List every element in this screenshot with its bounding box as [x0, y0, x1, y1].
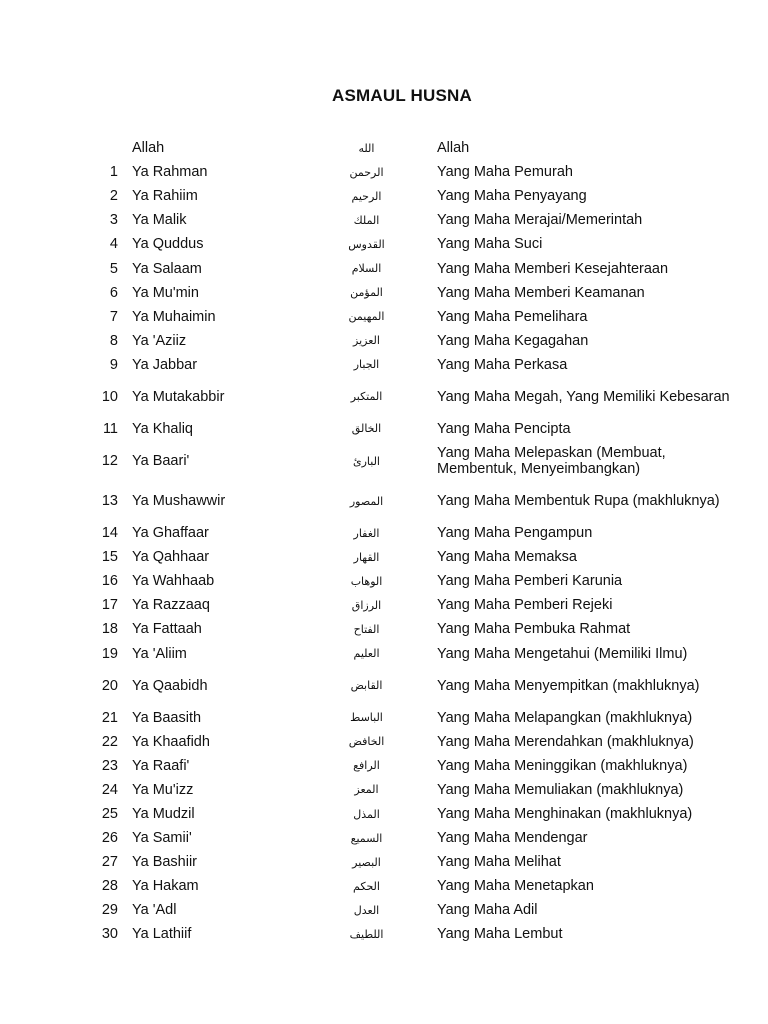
row-name: Allah — [132, 140, 165, 157]
row-name: Ya Mudzil — [132, 806, 195, 823]
row-name: Ya Quddus — [132, 236, 204, 253]
row-meaning: Yang Maha Pemurah — [437, 164, 573, 181]
row-meaning: Yang Maha Merajai/Memerintah — [437, 212, 643, 229]
row-meaning: Yang Maha Memberi Kesejahteraan — [437, 260, 669, 277]
row-number: 1 — [109, 164, 118, 181]
table-row — [90, 329, 737, 353]
table-row — [90, 160, 737, 184]
row-meaning: Yang Maha Membentuk Rupa (makhluknya) — [437, 493, 720, 510]
row-meaning: Yang Maha Megah, Yang Memiliki Kebesaran — [437, 388, 730, 405]
table-row — [90, 706, 737, 730]
row-name: Ya Bashiir — [132, 854, 198, 871]
row-arabic: السلام — [351, 262, 382, 276]
table-row — [90, 642, 737, 666]
row-arabic: الفتاح — [353, 622, 380, 636]
table-row — [90, 417, 737, 441]
row-arabic: الجبار — [353, 358, 380, 372]
row-meaning: Yang Maha Kegagahan — [437, 332, 589, 349]
row-meaning: Yang Maha Melihat — [437, 854, 561, 871]
row-number: 2 — [109, 188, 118, 205]
row-number: 26 — [101, 830, 118, 847]
row-meaning: Yang Maha Menghinakan (makhluknya) — [437, 806, 693, 823]
row-name: Ya Wahhaab — [132, 573, 215, 590]
row-name: Ya Qahhaar — [132, 549, 210, 566]
row-name: Ya Razzaaq — [132, 597, 210, 614]
row-name: Ya Ghaffaar — [132, 525, 209, 542]
row-name: Ya Rahman — [132, 164, 208, 181]
table-row — [90, 305, 737, 329]
table-row — [90, 256, 737, 280]
row-number: 23 — [101, 757, 118, 774]
row-arabic: السميع — [350, 831, 383, 845]
row-arabic: العدل — [353, 903, 380, 917]
row-number: 8 — [109, 332, 118, 349]
row-arabic: المصور — [349, 494, 384, 508]
row-meaning: Allah — [437, 140, 470, 157]
row-name: Ya 'Adl — [132, 902, 177, 919]
table-row — [90, 593, 737, 617]
row-name: Ya Baari' — [132, 453, 190, 470]
row-number: 22 — [101, 733, 118, 750]
row-number: 9 — [109, 356, 118, 373]
row-name: Ya Salaam — [132, 260, 202, 277]
row-number: 29 — [101, 902, 118, 919]
row-name: Ya Hakam — [132, 878, 199, 895]
row-name: Ya 'Aliim — [132, 645, 187, 662]
row-arabic: القهار — [353, 550, 380, 564]
row-name: Ya Khaliq — [132, 420, 193, 437]
row-arabic: العليم — [353, 647, 380, 661]
table-row — [90, 184, 737, 208]
row-meaning: Yang Maha Memberi Keamanan — [437, 284, 645, 301]
table-row — [90, 353, 737, 377]
row-arabic: الحكم — [353, 879, 380, 893]
row-number: 11 — [102, 420, 118, 437]
page-title: ASMAUL HUSNA — [332, 86, 472, 105]
row-number: 14 — [101, 525, 118, 542]
row-number: 30 — [101, 926, 118, 943]
row-meaning: Yang Maha Melapangkan (makhluknya) — [437, 709, 693, 726]
row-number: 18 — [101, 621, 118, 638]
row-name: Ya Fattaah — [132, 621, 202, 638]
row-number: 12 — [101, 453, 118, 470]
row-number: 3 — [109, 212, 118, 229]
row-number — [90, 136, 118, 160]
row-arabic: اللطيف — [349, 927, 384, 941]
row-meaning: Yang Maha Pembuka Rahmat — [437, 621, 631, 638]
row-meaning: Yang Maha Adil — [437, 902, 538, 919]
table-row — [90, 377, 737, 417]
row-meaning: Yang Maha Memaksa — [437, 549, 577, 566]
row-meaning: Yang Maha Menetapkan — [437, 878, 594, 895]
table-row — [90, 802, 737, 826]
row-number: 27 — [101, 854, 118, 871]
row-meaning: Yang Maha Penyayang — [437, 188, 587, 205]
row-name: Ya Jabbar — [132, 356, 198, 373]
table-row — [90, 232, 737, 256]
row-name: Ya Lathiif — [132, 926, 192, 943]
row-arabic: العزيز — [353, 334, 380, 348]
row-meaning: Yang Maha Lembut — [437, 926, 563, 943]
row-arabic: المعز — [354, 783, 379, 797]
table-row — [90, 281, 737, 305]
row-number: 17 — [101, 597, 118, 614]
table-row — [90, 874, 737, 898]
row-arabic: الباسط — [350, 711, 383, 725]
row-number: 28 — [101, 878, 118, 895]
row-meaning: Yang Maha Perkasa — [437, 356, 568, 373]
table-row — [90, 754, 737, 778]
table-row — [90, 666, 737, 706]
table-row — [90, 441, 737, 481]
row-number: 19 — [101, 645, 118, 662]
row-number: 6 — [109, 284, 118, 301]
row-name: Ya 'Aziiz — [132, 332, 187, 349]
row-arabic: الغفار — [353, 526, 380, 540]
row-name: Ya Samii' — [132, 830, 192, 847]
row-meaning: Yang Maha Mendengar — [437, 830, 588, 847]
row-meaning: Yang Maha Meninggikan (makhluknya) — [437, 757, 688, 774]
row-number: 5 — [109, 260, 118, 277]
row-arabic: المهيمن — [348, 310, 385, 324]
row-name: Ya Khaafidh — [132, 733, 210, 750]
row-arabic: الخافض — [348, 735, 385, 749]
row-arabic: البارئ — [352, 454, 380, 468]
row-arabic: الملك — [353, 213, 380, 227]
asmaul-husna-table — [90, 136, 737, 947]
row-meaning: Yang Maha Pemberi Rejeki — [437, 597, 613, 614]
row-number: 24 — [101, 781, 118, 798]
row-number: 16 — [101, 573, 118, 590]
row-name: Ya Raafi' — [132, 757, 190, 774]
row-arabic: القدوس — [348, 237, 385, 251]
table-row — [90, 569, 737, 593]
row-name: Ya Baasith — [132, 709, 202, 726]
row-number: 13 — [101, 493, 118, 510]
row-name: Ya Rahiim — [132, 188, 198, 205]
row-meaning: Yang Maha Pengampun — [437, 525, 593, 542]
table-row — [90, 826, 737, 850]
table-row — [90, 617, 737, 641]
row-meaning: Yang Maha Pemelihara — [437, 308, 588, 325]
row-number: 21 — [101, 709, 118, 726]
table-row — [90, 778, 737, 802]
table-row — [90, 850, 737, 874]
row-name: Ya Mutakabbir — [132, 388, 225, 405]
row-arabic: الرحمن — [349, 165, 384, 179]
row-name: Ya Mu'min — [132, 284, 199, 301]
row-meaning: Yang Maha Merendahkan (makhluknya) — [437, 733, 694, 750]
table-row — [90, 898, 737, 922]
row-name: Ya Mushawwir — [132, 493, 226, 510]
row-number: 10 — [101, 388, 118, 405]
table-row — [90, 136, 737, 160]
row-meaning: Yang Maha Pemberi Karunia — [437, 573, 623, 590]
row-meaning: Yang Maha Pencipta — [437, 420, 571, 437]
row-number: 25 — [101, 806, 118, 823]
row-arabic: الرزاق — [351, 598, 382, 612]
row-arabic: البصير — [352, 855, 381, 869]
row-meaning: Yang Maha Menyempitkan (makhluknya) — [437, 677, 700, 694]
row-arabic: المؤمن — [350, 286, 383, 300]
row-name: Ya Qaabidh — [132, 677, 208, 694]
row-arabic: الخالق — [351, 422, 382, 436]
row-number: 7 — [109, 308, 118, 325]
row-arabic: المذل — [353, 807, 380, 821]
row-meaning: Yang Maha Melepaskan (Membuat, Membentuk, Menyeimbangkan) — [437, 445, 666, 478]
row-meaning: Yang Maha Suci — [437, 236, 543, 253]
row-arabic: الرافع — [353, 759, 380, 773]
row-arabic: الرحيم — [351, 189, 382, 203]
row-arabic: الله — [358, 141, 375, 155]
table-body — [90, 136, 737, 947]
row-number: 20 — [101, 677, 118, 694]
row-number: 15 — [101, 549, 118, 566]
row-name: Ya Mu'izz — [132, 781, 194, 798]
table-row — [90, 922, 737, 946]
table-row — [90, 545, 737, 569]
table-row — [90, 730, 737, 754]
table-row — [90, 208, 737, 232]
row-arabic: القابض — [350, 679, 383, 693]
row-meaning: Yang Maha Mengetahui (Memiliki Ilmu) — [437, 645, 688, 662]
row-number: 4 — [109, 236, 118, 253]
row-arabic: المتكبر — [350, 390, 383, 404]
row-name: Ya Malik — [132, 212, 187, 229]
row-arabic: الوهاب — [350, 574, 383, 588]
row-meaning: Yang Maha Memuliakan (makhluknya) — [437, 781, 684, 798]
table-row — [90, 521, 737, 545]
row-name: Ya Muhaimin — [132, 308, 216, 325]
table-row — [90, 481, 737, 521]
